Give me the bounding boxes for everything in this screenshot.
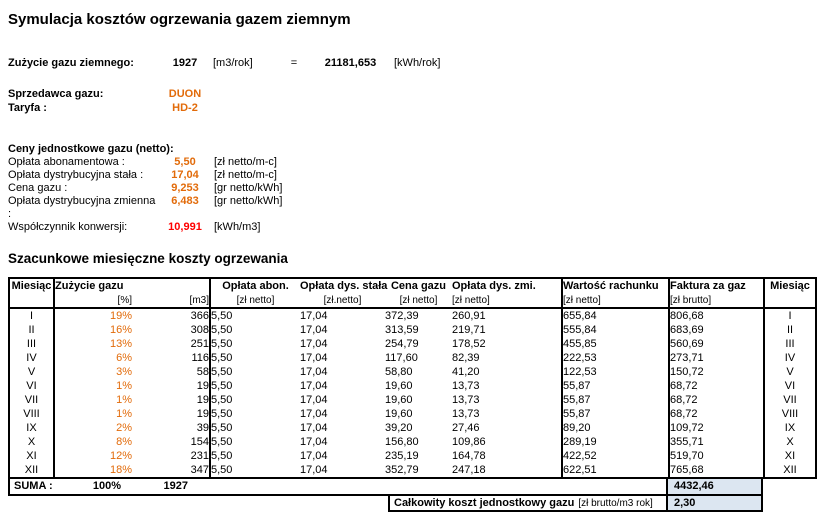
cell-zmi: 13,73 bbox=[452, 379, 562, 393]
cell-wartosc: 289,19 bbox=[562, 435, 669, 449]
price-value: 9,253 bbox=[171, 182, 199, 194]
page-title: Symulacja kosztów ogrzewania gazem ziemnym bbox=[8, 11, 351, 28]
cell-month: I bbox=[9, 308, 54, 323]
total-unit-cost-label: Całkowity koszt jednostkowy gazu bbox=[394, 497, 575, 509]
cell-faktura: 109,72 bbox=[669, 421, 764, 435]
cell-zmi: 41,20 bbox=[452, 365, 562, 379]
cell-zmi: 109,86 bbox=[452, 435, 562, 449]
unit-cena: [zł netto] bbox=[385, 294, 452, 308]
cell-cena: 235,19 bbox=[385, 450, 419, 462]
unit-faktura: [zł brutto] bbox=[669, 294, 764, 308]
price-label: Opłata dystrybucyjna stała : bbox=[8, 169, 144, 181]
cell-abon: 5,50 bbox=[211, 366, 233, 378]
unit-dys-stala: [zł.netto] bbox=[300, 294, 385, 308]
cell-pct: 6% bbox=[116, 352, 132, 364]
cell-pct: 18% bbox=[109, 464, 132, 476]
cell-month: V bbox=[9, 365, 54, 379]
cell-pct: 2% bbox=[116, 422, 132, 434]
cell-pct: 3% bbox=[116, 366, 132, 378]
cell-abon: 5,50 bbox=[211, 408, 233, 420]
price-label: Współczynnik konwersji: bbox=[8, 221, 128, 233]
table-row bbox=[9, 323, 816, 337]
cell-wartosc: 422,52 bbox=[562, 449, 669, 463]
unit-m3: [m3] bbox=[132, 294, 210, 308]
consumption-unit-m3: [m3/rok] bbox=[213, 57, 253, 69]
table-row bbox=[9, 463, 816, 478]
cell-month-right: II bbox=[786, 324, 794, 336]
cell-stala: 17,04 bbox=[300, 380, 328, 392]
suma-faktura-total: 4432,46 bbox=[668, 479, 763, 496]
cell-m3: 19 bbox=[132, 379, 210, 393]
price-row bbox=[8, 221, 818, 234]
cell-pct: 13% bbox=[109, 338, 132, 350]
table-row bbox=[9, 393, 816, 407]
cell-month-right: III bbox=[785, 338, 795, 350]
cell-stala: 17,04 bbox=[300, 408, 328, 420]
price-value: 6,483 bbox=[171, 195, 199, 207]
cell-cena: 156,80 bbox=[385, 436, 419, 448]
cell-stala: 17,04 bbox=[300, 338, 328, 350]
cell-pct: 8% bbox=[116, 436, 132, 448]
price-row bbox=[8, 195, 818, 221]
cell-m3: 308 bbox=[132, 323, 210, 337]
cell-month-right: IV bbox=[784, 352, 796, 364]
price-value-conversion: 10,991 bbox=[168, 221, 202, 233]
table-row bbox=[9, 449, 816, 463]
cell-pct: 16% bbox=[109, 324, 132, 336]
table-header-row bbox=[9, 278, 816, 294]
suma-label: SUMA : bbox=[14, 480, 53, 492]
cell-stala: 17,04 bbox=[300, 310, 328, 322]
cell-cena: 19,60 bbox=[385, 394, 413, 406]
table-row bbox=[9, 365, 816, 379]
footer-spacer bbox=[8, 494, 388, 512]
cell-zmi: 13,73 bbox=[452, 393, 562, 407]
supplier-label: Sprzedawca gazu: bbox=[8, 88, 104, 100]
consumption-value-m3: 1927 bbox=[172, 57, 198, 69]
header-dys-zmi: Opłata dys. zmi. bbox=[452, 278, 562, 294]
cell-month: VII bbox=[9, 393, 54, 407]
cell-month-right: V bbox=[786, 366, 794, 378]
price-row bbox=[8, 182, 818, 195]
table-units-row bbox=[9, 294, 816, 308]
cell-pct: 1% bbox=[116, 408, 132, 420]
cell-wartosc: 222,53 bbox=[562, 351, 669, 365]
supplier-value: DUON bbox=[168, 88, 202, 100]
price-label: Opłata dystrybucyjna zmienna : bbox=[8, 195, 156, 220]
price-label: Cena gazu : bbox=[8, 182, 68, 194]
cell-wartosc: 55,87 bbox=[562, 379, 669, 393]
cell-faktura: 273,71 bbox=[669, 351, 764, 365]
cell-zmi: 27,46 bbox=[452, 421, 562, 435]
tariff-row bbox=[8, 101, 818, 115]
price-unit: [gr netto/kWh] bbox=[214, 182, 283, 194]
cell-wartosc: 55,87 bbox=[562, 407, 669, 421]
cell-faktura: 355,71 bbox=[669, 435, 764, 449]
cell-month: II bbox=[9, 323, 54, 337]
cell-wartosc: 622,51 bbox=[562, 463, 669, 478]
cell-month: XII bbox=[9, 463, 54, 478]
cell-month-right: XI bbox=[784, 450, 796, 462]
cell-cena: 254,79 bbox=[385, 338, 419, 350]
cell-faktura: 560,69 bbox=[669, 337, 764, 351]
cell-cena: 117,60 bbox=[385, 352, 418, 364]
header-dys-stala: Opłata dys. stała bbox=[300, 280, 388, 292]
cell-wartosc: 555,84 bbox=[562, 323, 669, 337]
cell-abon: 5,50 bbox=[211, 422, 233, 434]
cell-abon: 5,50 bbox=[211, 394, 233, 406]
cell-m3: 19 bbox=[132, 407, 210, 421]
total-unit-cost-box bbox=[388, 494, 668, 512]
cell-m3: 39 bbox=[132, 421, 210, 435]
price-unit: [zł netto/m-c] bbox=[214, 169, 277, 181]
cell-month: IX bbox=[9, 421, 54, 435]
cell-abon: 5,50 bbox=[211, 380, 233, 392]
cell-abon: 5,50 bbox=[211, 352, 233, 364]
tariff-label: Taryfa : bbox=[8, 102, 47, 114]
cell-m3: 231 bbox=[132, 449, 210, 463]
supplier-row bbox=[8, 87, 818, 101]
cell-month: VI bbox=[9, 379, 54, 393]
price-row bbox=[8, 169, 818, 182]
header-month-right: Miesiąc bbox=[764, 278, 816, 308]
price-value: 5,50 bbox=[174, 156, 196, 168]
cell-faktura: 150,72 bbox=[669, 365, 764, 379]
cell-cena: 352,79 bbox=[385, 464, 419, 476]
cell-zmi: 219,71 bbox=[452, 323, 562, 337]
total-unit-cost-unit: [zł brutto/m3 rok] bbox=[578, 497, 653, 509]
cell-pct: 19% bbox=[109, 310, 132, 322]
header-faktura: Faktura za gaz bbox=[669, 278, 764, 294]
unit-pct: [%] bbox=[54, 294, 132, 308]
cell-cena: 58,80 bbox=[385, 366, 413, 378]
cell-faktura: 683,69 bbox=[669, 323, 764, 337]
cell-zmi: 178,52 bbox=[452, 337, 562, 351]
table-row bbox=[9, 407, 816, 421]
consumption-label: Zużycie gazu ziemnego: bbox=[8, 57, 134, 69]
cell-m3: 347 bbox=[132, 463, 210, 478]
cell-cena: 39,20 bbox=[385, 422, 413, 434]
unit-prices-heading: Ceny jednostkowe gazu (netto): bbox=[8, 143, 174, 155]
cell-month: IV bbox=[9, 351, 54, 365]
price-row bbox=[8, 156, 818, 169]
price-unit: [zł netto/m-c] bbox=[214, 156, 277, 168]
total-unit-cost-row bbox=[8, 494, 815, 512]
cell-pct: 12% bbox=[109, 450, 132, 462]
cell-month-right: VII bbox=[783, 394, 797, 406]
consumption-value-kwh: 21181,653 bbox=[324, 57, 377, 69]
cell-cena: 19,60 bbox=[385, 408, 413, 420]
table-row bbox=[9, 421, 816, 435]
tariff-value: HD-2 bbox=[172, 102, 198, 114]
cell-pct: 1% bbox=[116, 394, 132, 406]
cell-faktura: 68,72 bbox=[669, 393, 764, 407]
cell-abon: 5,50 bbox=[211, 310, 233, 322]
cell-month-right: VIII bbox=[781, 408, 799, 420]
cell-cena: 313,59 bbox=[385, 324, 419, 336]
cell-month: XI bbox=[9, 449, 54, 463]
header-wartosc: Wartość rachunku bbox=[562, 278, 669, 294]
cell-month-right: IX bbox=[784, 422, 796, 434]
cell-wartosc: 122,53 bbox=[562, 365, 669, 379]
cell-month: X bbox=[9, 435, 54, 449]
cell-abon: 5,50 bbox=[211, 450, 233, 462]
cell-faktura: 68,72 bbox=[669, 379, 764, 393]
cell-zmi: 82,39 bbox=[452, 351, 562, 365]
cell-stala: 17,04 bbox=[300, 366, 328, 378]
table-row bbox=[9, 435, 816, 449]
cell-m3: 251 bbox=[132, 337, 210, 351]
cell-zmi: 247,18 bbox=[452, 463, 562, 478]
cell-zmi: 13,73 bbox=[452, 407, 562, 421]
cell-m3: 116 bbox=[132, 351, 210, 365]
cell-abon: 5,50 bbox=[211, 338, 233, 350]
cell-m3: 366 bbox=[132, 308, 210, 323]
consumption-unit-kwh: [kWh/rok] bbox=[394, 57, 441, 69]
table-row bbox=[9, 308, 816, 323]
price-unit: [gr netto/kWh] bbox=[214, 195, 283, 207]
cell-cena: 19,60 bbox=[385, 380, 413, 392]
price-unit: [kWh/m3] bbox=[214, 221, 261, 233]
cell-wartosc: 55,87 bbox=[562, 393, 669, 407]
cell-faktura: 806,68 bbox=[669, 308, 764, 323]
cell-zmi: 260,91 bbox=[452, 308, 562, 323]
monthly-costs-heading: Szacunkowe miesięczne koszty ogrzewania bbox=[8, 251, 288, 266]
cell-abon: 5,50 bbox=[211, 436, 233, 448]
header-month-left: Miesiąc bbox=[9, 278, 54, 308]
cell-stala: 17,04 bbox=[300, 436, 328, 448]
header-abon: Opłata abon. bbox=[222, 280, 289, 292]
cell-faktura: 68,72 bbox=[669, 407, 764, 421]
cell-stala: 17,04 bbox=[300, 324, 328, 336]
cell-month-right: I bbox=[788, 310, 792, 322]
suma-pct: 100% bbox=[92, 480, 121, 492]
cell-stala: 17,04 bbox=[300, 422, 328, 434]
cell-pct: 1% bbox=[116, 380, 132, 392]
cell-month-right: XII bbox=[783, 464, 797, 476]
cell-wartosc: 89,20 bbox=[562, 421, 669, 435]
total-unit-cost-value: 2,30 bbox=[668, 494, 763, 512]
cell-faktura: 765,68 bbox=[669, 463, 764, 478]
cell-faktura: 519,70 bbox=[669, 449, 764, 463]
cell-m3: 154 bbox=[132, 435, 210, 449]
price-value: 17,04 bbox=[171, 169, 199, 181]
cell-stala: 17,04 bbox=[300, 450, 328, 462]
cell-month-right: VI bbox=[784, 380, 796, 392]
monthly-costs-table bbox=[8, 277, 817, 479]
cell-abon: 5,50 bbox=[211, 324, 233, 336]
unit-prices-section bbox=[8, 143, 818, 234]
cell-stala: 17,04 bbox=[300, 464, 328, 476]
cell-cena: 372,39 bbox=[385, 310, 419, 322]
table-row bbox=[9, 337, 816, 351]
equals-sign: = bbox=[290, 57, 298, 69]
unit-abon: [zł netto] bbox=[210, 294, 300, 308]
price-label: Opłata abonamentowa : bbox=[8, 156, 125, 168]
cell-month: III bbox=[9, 337, 54, 351]
unit-dys-zmi: [zł netto] bbox=[452, 294, 562, 308]
cell-stala: 17,04 bbox=[300, 352, 328, 364]
gas-consumption-row bbox=[8, 56, 818, 70]
cell-month: VIII bbox=[9, 407, 54, 421]
table-row bbox=[9, 351, 816, 365]
cell-wartosc: 455,85 bbox=[562, 337, 669, 351]
cell-m3: 58 bbox=[132, 365, 210, 379]
cell-wartosc: 655,84 bbox=[562, 308, 669, 323]
header-usage: Zużycie gazu bbox=[54, 278, 210, 294]
header-cena: Cena gazu bbox=[390, 280, 446, 292]
cell-m3: 19 bbox=[132, 393, 210, 407]
suma-m3: 1927 bbox=[163, 480, 188, 492]
cell-zmi: 164,78 bbox=[452, 449, 562, 463]
cell-stala: 17,04 bbox=[300, 394, 328, 406]
cell-abon: 5,50 bbox=[211, 464, 233, 476]
table-row bbox=[9, 379, 816, 393]
cell-month-right: X bbox=[786, 436, 794, 448]
unit-wartosc: [zł netto] bbox=[562, 294, 669, 308]
